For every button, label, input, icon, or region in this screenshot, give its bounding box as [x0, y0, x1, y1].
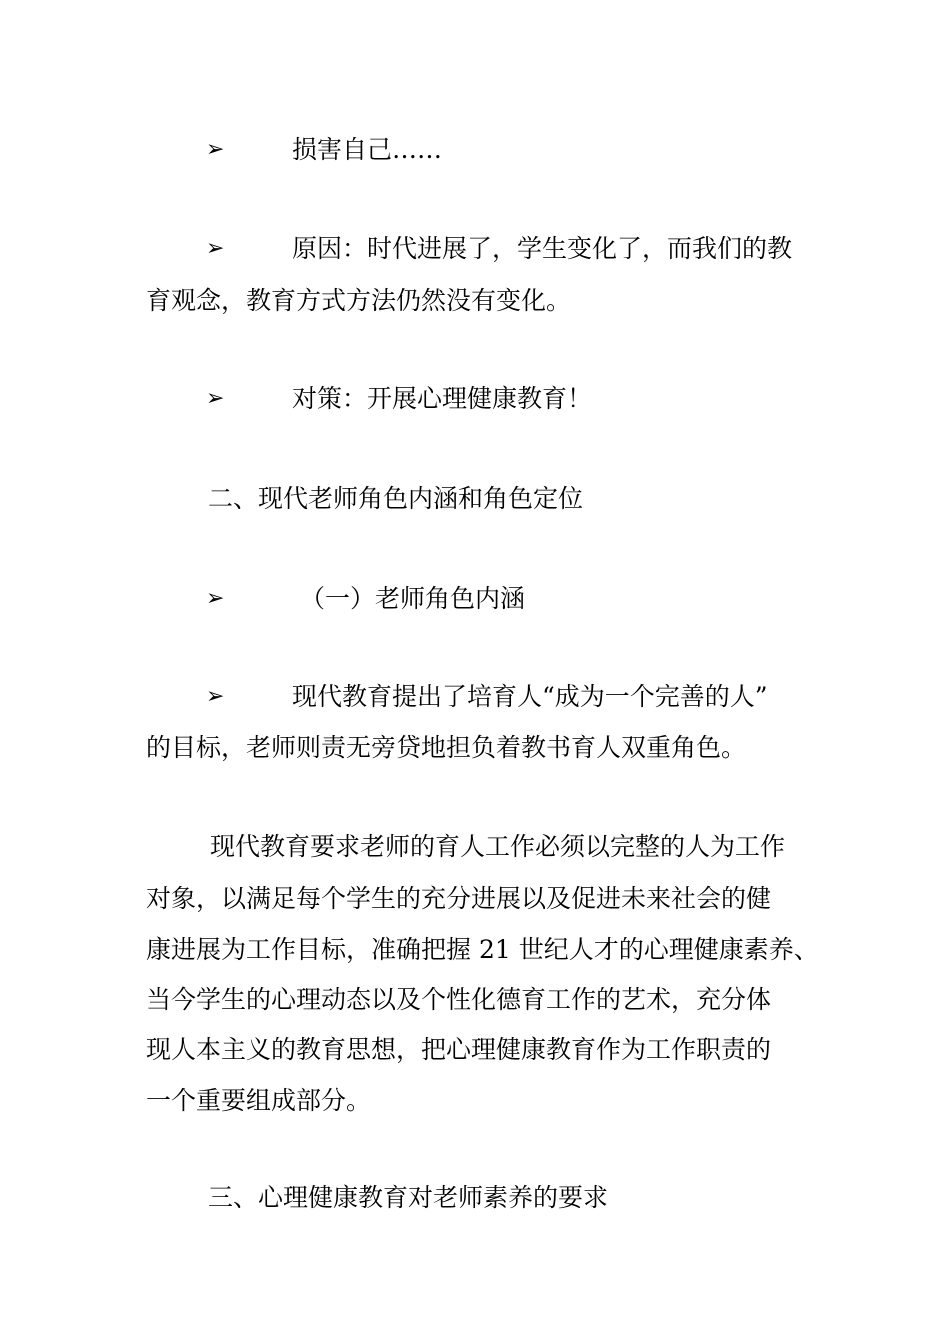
section-heading-teacher-requirements: 三、心理健康教育对老师素养的要求 [208, 1183, 609, 1212]
bullet-text-countermeasure: 对策：开展心理健康教育！ [292, 384, 593, 413]
bullet-arrow-icon: ➢ [206, 137, 225, 162]
bullet-arrow-icon: ➢ [206, 236, 225, 261]
paragraph-line: 现人本主义的教育思想，把心理健康教育作为工作职责的 [146, 1035, 772, 1064]
bullet-text-harm-self: 损害自己…… [292, 135, 443, 164]
subsection-title-role-connotation: （一）老师角色内涵 [300, 584, 526, 613]
bullet-arrow-icon: ➢ [206, 386, 225, 411]
bullet-text-cause: 原因：时代进展了，学生变化了，而我们的教 [292, 234, 793, 263]
bullet-text-modern-education-goal: 现代教育提出了培育人“成为一个完善的人” [292, 682, 768, 711]
paragraph-line: 现代教育要求老师的育人工作必须以完整的人为工作 [210, 832, 786, 861]
paragraph-line: 当今学生的心理动态以及个性化德育工作的艺术，充分体 [146, 985, 772, 1014]
bullet-arrow-icon: ➢ [206, 684, 225, 709]
section-heading-teacher-role: 二、现代老师角色内涵和角色定位 [208, 484, 584, 513]
bullet-arrow-icon: ➢ [206, 586, 225, 611]
paragraph-line: 康进展为工作目标，准确把握 21 世纪人才的心理健康素养、 [146, 935, 819, 964]
paragraph-line: 对象，以满足每个学生的充分进展以及促进未来社会的健 [146, 884, 772, 913]
bullet-text-modern-education-goal-continued: 的目标，老师则责无旁贷地担负着教书育人双重角色。 [146, 733, 747, 762]
bullet-text-cause-continued: 育观念，教育方式方法仍然没有变化。 [146, 286, 572, 315]
paragraph-line: 一个重要组成部分。 [146, 1086, 372, 1115]
